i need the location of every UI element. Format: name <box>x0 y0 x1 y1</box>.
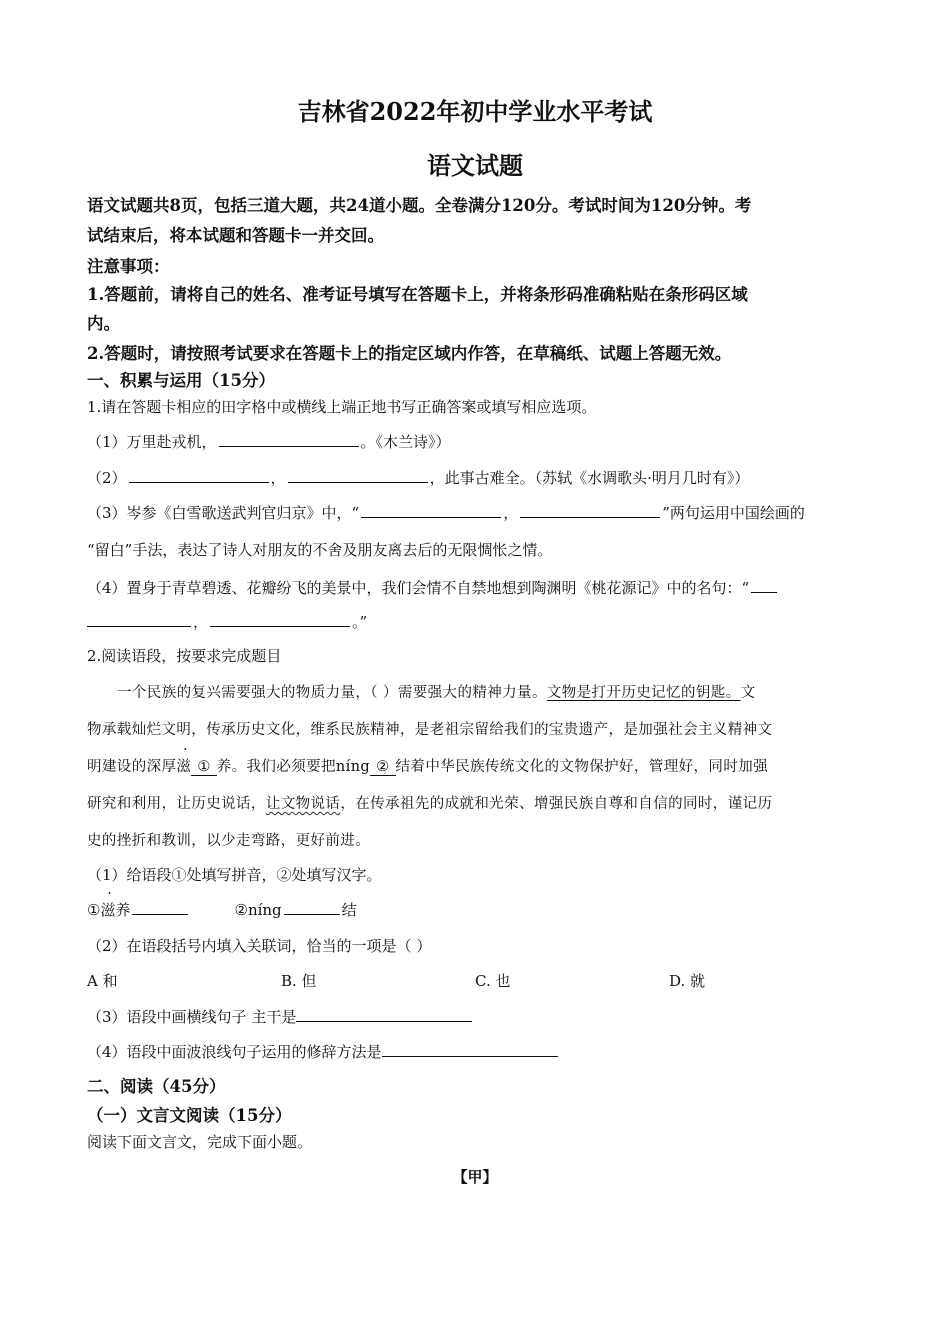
intro-line-2: 试结束后，将本试题和答题卡一并交回。 <box>87 226 384 245</box>
answer-blank[interactable] <box>288 468 428 483</box>
intro-line-1: 语文试题共8页，包括三道大题，共24道小题。全卷满分120分。考试时间为120分钟。考 <box>87 196 752 215</box>
notice-1-line-2: 内。 <box>87 314 120 333</box>
wavy-sentence: 让文物说话 <box>265 796 341 812</box>
option-c[interactable]: C. 也 <box>475 972 511 990</box>
q1-part-3-line-2: “留白”手法，表达了诗人对朋友的不舍及朋友离去后的无限惆怅之情。 <box>87 541 553 559</box>
passage-line-4: 研究和利用，让历史说话，让文物说话，在传承祖先的成就和光荣、增强民族自尊和自信的同时，谨记历 <box>87 796 773 812</box>
answer-blank[interactable] <box>219 432 359 447</box>
q1-part-2: （2） ， ，此事古难全。（苏轼《水调歌头·明月几时有》） <box>87 469 750 487</box>
q2-sub-3: （3）语段中画横线句子 主干是 <box>87 1006 474 1027</box>
answer-blank[interactable] <box>129 468 269 483</box>
q2-sub-1: （1）给语段①处填写拼音，②处填写汉字。 <box>87 866 382 884</box>
q1-part-3: （3）岑参《白雪歌送武判官归京》中，“ ， ”两句运用中国绘画的 <box>87 504 805 522</box>
pinyin: níng <box>335 759 371 775</box>
section-2-heading: 二、阅读（45分） <box>87 1077 226 1096</box>
option-b[interactable]: B. 但 <box>281 972 317 990</box>
answer-blank[interactable] <box>210 612 350 627</box>
passage-jia-label: 【甲】 <box>452 1168 498 1186</box>
answer-blank[interactable] <box>284 900 340 915</box>
answer-blank[interactable] <box>87 612 191 627</box>
q1-part-1: （1）万里赴戎机， 。《木兰诗》） <box>87 433 451 451</box>
underlined-sentence: 文物是打开历史记忆的钥匙。 <box>546 685 741 701</box>
q2-sub-1-answers: ①滋养 ②níng 结 <box>87 901 357 919</box>
answer-blank[interactable] <box>382 1042 558 1057</box>
blank-marker-1: ① <box>191 759 216 776</box>
notice-heading: 注意事项： <box>87 257 170 276</box>
q1-part-4: （4）置身于青草碧透、花瓣纷飞的美景中，我们会情不自禁地想到陶渊明《桃花源记》中的名句：“ <box>87 577 779 598</box>
answer-blank[interactable] <box>296 1007 472 1022</box>
exam-subtitle: 语文试题 <box>427 151 523 180</box>
dotted-char: 滋 <box>176 759 192 775</box>
passage-line-2: 物承载灿烂文明，传承历史文化，维系民族精神，是老祖宗留给我们的宝贵遗产，是加强社会主义精神文 <box>87 722 773 738</box>
dotted-char: 滋 <box>100 901 116 919</box>
section-2-sub-heading: （一）文言文阅读（15分） <box>87 1106 292 1125</box>
answer-blank[interactable] <box>361 503 501 518</box>
q1-part-4-line-2: ， 。” <box>87 611 367 632</box>
q2-sub-4: （4）语段中面波浪线句子运用的修辞方法是 <box>87 1041 560 1062</box>
answer-blank[interactable] <box>132 900 188 915</box>
section-2-instruction: 阅读下面文言文，完成下面小题。 <box>87 1133 313 1151</box>
answer-blank[interactable] <box>751 578 777 593</box>
blank-marker-2: ② <box>370 759 395 776</box>
answer-blank[interactable] <box>520 503 660 518</box>
option-a[interactable]: A 和 <box>87 972 118 990</box>
q1-stem: 1.请在答题卡相应的田字格中或横线上端正地书写正确答案或填写相应选项。 <box>87 398 597 416</box>
passage-line-5: 史的挫折和教训，以少走弯路，更好前进。 <box>87 833 371 849</box>
q2-stem: 2.阅读语段，按要求完成题目 <box>87 647 282 665</box>
passage-line-1: 一个民族的复兴需要强大的物质力量，（ ）需要强大的精神力量。文物是打开历史记忆的钥匙。文 <box>117 685 756 701</box>
section-1-heading: 一、积累与运用（15分） <box>87 371 275 390</box>
passage-line-3: 明建设的深厚滋 ① 养。我们必须要把níng ② 结着中华民族传统文化的文物保护好，管理好，同时加强 <box>87 755 768 776</box>
exam-title: 吉林省2022年初中学业水平考试 <box>297 97 653 126</box>
notice-2: 2.答题时，请按照考试要求在答题卡上的指定区域内作答，在草稿纸、试题上答题无效。 <box>87 344 732 363</box>
notice-1-line-1: 1.答题前，请将自己的姓名、准考证号填写在答题卡上，并将条形码准确粘贴在条形码区域 <box>87 285 748 304</box>
q2-sub-2: （2）在语段括号内填入关联词，恰当的一项是（ ） <box>87 937 432 955</box>
option-d[interactable]: D. 就 <box>669 972 706 990</box>
